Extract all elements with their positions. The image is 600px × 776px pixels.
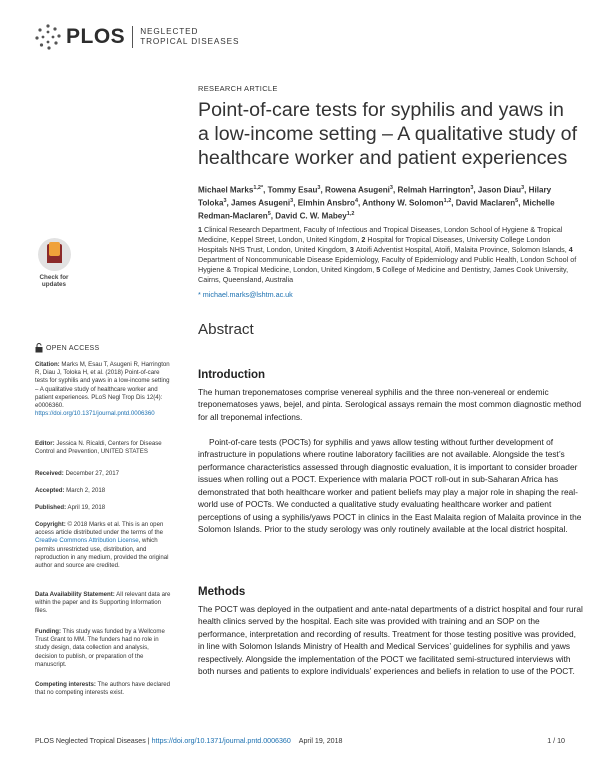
affiliation-text: Atoifi Adventist Hospital, Atoifi, Malaita Province, Solomon Islands, [355,245,569,254]
author-affiliation-sup: 3 [290,197,294,204]
asterisk-mark: * [198,290,203,299]
check-for-updates-icon [38,238,71,271]
affiliation-text: Hospital for Tropical Diseases, University College London Hospitals NHS Trust, London, United Kingdom, [198,235,551,254]
article-title: Point-of-care tests for syphilis and yaws in a low-income setting – A qualitative study of healthcare worker and patient experiences [198,99,578,169]
affiliation-text: Department of Noncommunicable Disease Epidemiology, Faculty of Epidemiology and Public Health, London School of Hygiene & Tropical Medicine, London, United Kingdom, [198,255,577,274]
author-affiliation-sup: 5 [515,197,519,204]
copyright-label: Copyright: [35,521,66,528]
author-affiliation-sup: 5 [267,210,271,217]
author-name: Michael Marks [198,185,254,195]
citation-block [35,361,172,418]
check-for-updates-badge[interactable] [35,238,73,300]
author-list: Michael Marks$^{1,2*}$, Tommy Esau$^3$, Rowena Asugeni$^3$, Relmah Harrington$^3$, Jason Diau$^3$, Hilary Toloka$^3$, James Asugeni$^3$, Elmhin Ansbro$^4$, Anthony W. Solomon$^{1,2}$, David Maclaren$^5$, Michelle Redman-Maclaren$^5$, David C. W. Mabey$^{1,2}$ [198,185,555,221]
article-type: RESEARCH ARTICLE [198,84,278,93]
affiliation-number: 4 [568,245,573,254]
author-name: Jason Diau [477,185,522,195]
data-availability-block [35,591,172,616]
open-lock-icon [35,343,43,353]
funding-label: Funding: [35,628,62,635]
corresponding-email-link[interactable]: michael.marks@lshtm.ac.uk [202,290,293,299]
author-affiliation-sup: 3 [470,185,474,191]
journal-name-line2: TROPICAL DISEASES [140,37,240,46]
plos-wordmark: PLOS [66,25,126,48]
author-affiliation-sup: 1,2 [346,210,355,217]
introduction-paragraph-2: Point-of-care tests (POCTs) for syphilis and yaws allow testing without further development of infrastructure in populations where routine laboratory facilities are not available. Alongside the test’s performance characteristics assessed through diagnostic evaluation, it is important to consider broader issues when rolling out a POCT. Experience with malaria POCT roll-out in sub-Saharan Africa has demonstrated that both healthcare worker and patient beliefs may play a major role in shaping the real-world use of POCTs. We conducted a qualitative study evaluating healthcare worker and patient perceptions of using a syphilis/yaws POCT in clinics in the East Malaita region of Malaita province in the Solomon Islands. Prior to the study serology was only routinely available at the local district hospital. [198,437,582,535]
citation-label: Citation: [35,361,60,368]
author-affiliation-sup: 1,2* [253,185,264,191]
author-affiliation-sup: 1,2 [443,197,452,204]
author-affiliation-sup: 4 [354,197,359,204]
published-block [35,504,172,512]
funding-block [35,628,172,669]
journal-logo [34,22,239,52]
footer-date: April 19, 2018 [298,737,343,745]
plos-dots-logo-icon [34,23,62,51]
author-name: Elmhin Ansbro [297,198,355,208]
footer-doi-link[interactable]: https://doi.org/10.1371/journal.pntd.0006360 [151,737,291,745]
open-access-label: OPEN ACCESS [46,344,100,352]
received-block [35,470,172,478]
competing-interests-block [35,681,172,697]
introduction-paragraph-1: The human treponematoses comprise venereal syphilis and the three non-venereal or endemic treponematoses yaws, bejel, and pinta. Serological assays remain the most common diagnostic method for all treponemal infections. [198,387,582,422]
corresponding-author [198,290,293,299]
author-name: Anthony W. Solomon [362,198,444,208]
accepted-block [35,487,172,495]
affiliation-number: 2 [361,235,368,244]
page-footer [35,737,565,745]
author-affiliation-sup: 3 [223,197,227,204]
affiliations [198,225,578,285]
data-availability-text: All relevant data are within the paper and its Supporting Information files. [35,591,171,615]
journal-name [140,27,239,47]
published-date: April 19, 2018 [67,504,106,511]
author-name: David C. W. Mabey [275,211,347,221]
affiliation-text: Clinical Research Department, Faculty of Infectious and Tropical Diseases, London School of Hygiene & Tropical Medicine, Keppel Street, London, United Kingdom, [198,225,563,244]
copyright-text-1: © 2018 Marks et al. This is an open access article distributed under the terms of the [35,521,164,537]
author-name: Tommy Esau [267,185,318,195]
affiliation-number: 3 [349,245,356,254]
logo-divider [132,26,133,48]
affiliation-number: 1 [198,225,204,234]
methods-heading: Methods [198,586,246,598]
received-label: Received: [35,470,64,477]
affiliation-number: 5 [376,265,383,274]
author-affiliation-sup: 3 [521,185,525,191]
competing-interests-text: The authors have declared that no competing interests exist. [35,681,171,697]
introduction-heading: Introduction [198,369,266,381]
author-name: James Asugeni [231,198,291,208]
copyright-block [35,521,172,570]
check-updates-line2: updates [41,281,67,289]
page-number: 1 / 10 [547,737,565,745]
accepted-label: Accepted: [35,487,65,494]
footer-journal: PLOS Neglected Tropical Diseases | [35,737,150,745]
author-affiliation-sup: 3 [317,185,321,191]
funding-text: This study was funded by a Wellcome Trust Grant to MM. The funders had no role in study design, data collection and analysis, decision to publish, or preparation of the manuscript. [35,628,165,668]
bookmark-shape-front [49,242,60,256]
methods-paragraph-1: The POCT was deployed in the outpatient and ante-natal departments of a district hospital and four rural health clinics served by the hospital. Each site was provided with training and an SOP on the performance, interpretation and recording of results. Treatment for those testing positive was provided, in line with Solomon Islands Ministry of Health and Medical Services’ guidelines for syphilis and yaws respectively. Alongside the implementation of the POCT we facilitated semi-structured interviews with both nurses and patients to explore individuals’ experiences and beliefs in relation to use of the POCT. [198,604,583,677]
accepted-date: March 2, 2018 [66,487,106,494]
check-updates-line1: Check for [39,274,69,281]
editor-text: Jessica N. Ricaldi, Centers for Disease Control and Prevention, UNITED STATES [35,440,162,456]
author-name: Relmah Harrington [397,185,471,195]
editor-label: Editor: [35,440,55,447]
footer-citation [35,737,343,745]
citation-text: Marks M, Esau T, Asugeni R, Harrington R, Diau J, Toloka H, et al. (2018) Point-of-care tests for syphilis and yaws in a low-income setting – A qualitative study of healthcare worker and patient experiences. PLoS Negl Trop Dis 12(4): e0006360. [35,361,170,410]
author-affiliation-sup: 3 [389,185,393,191]
received-date: December 27, 2017 [65,470,120,477]
license-link[interactable]: Creative Commons Attribution License [35,537,139,545]
citation-doi-link[interactable]: https://doi.org/10.1371/journal.pntd.0006360 [35,410,155,418]
published-label: Published: [35,504,67,511]
open-access-badge [35,343,99,353]
competing-interests-label: Competing interests: [35,681,96,688]
author-name: Rowena Asugeni [324,185,390,195]
affiliation-text: College of Medicine and Dentistry, James Cook University, Cairns, Queensland, Australia [198,265,569,284]
check-for-updates-label [39,274,68,289]
abstract-heading: Abstract [198,321,254,338]
data-availability-label: Data Availability Statement: [35,591,115,598]
author-name: Hilary Toloka [198,185,552,208]
copyright-text-2: , which permits unrestricted use, distribution, and reproduction in any medium, provided the original author and source are credited. [35,537,169,570]
journal-name-line1: NEGLECTED [140,27,199,36]
author-name: David Maclaren [455,198,516,208]
editor-block [35,440,172,456]
author-name: Michelle Redman-Maclaren [198,198,555,221]
